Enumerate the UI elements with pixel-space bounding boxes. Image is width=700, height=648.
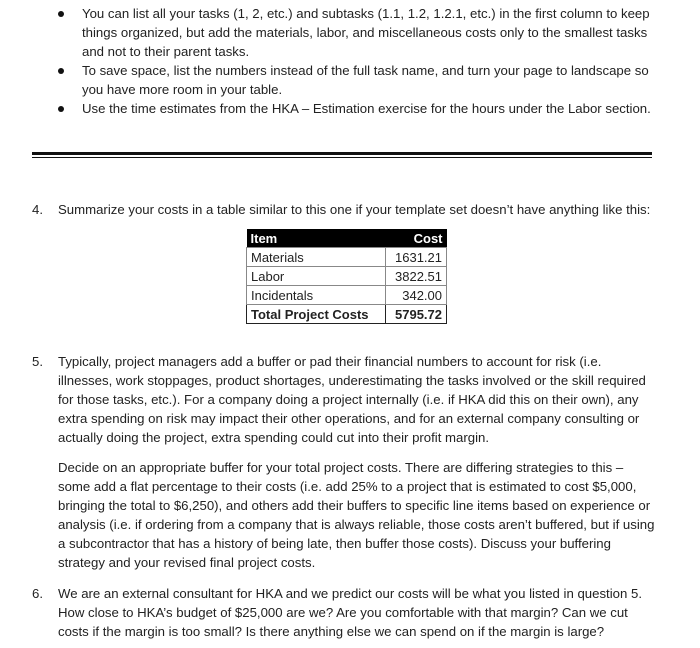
row-cost: 3822.51 [386, 267, 447, 286]
table-total-row [247, 305, 447, 324]
table-header-row [247, 229, 447, 248]
question-4 [32, 200, 657, 219]
table-row [247, 248, 447, 267]
row-cost: 1631.21 [386, 248, 447, 267]
total-label: Total Project Costs [247, 305, 386, 324]
header-item: Item [247, 229, 386, 248]
question-text: Summarize your costs in a table similar to this one if your template set doesn’t have anything like this: [58, 202, 651, 217]
bullet-item [58, 61, 658, 99]
table-row [247, 267, 447, 286]
row-cost: 342.00 [386, 286, 447, 305]
instruction-bullets [58, 4, 658, 118]
question-6 [32, 584, 657, 641]
section-divider-thick [32, 152, 652, 155]
question-number: 5. [32, 354, 43, 369]
row-item: Labor [247, 267, 386, 286]
table-row [247, 286, 447, 305]
question-5 [32, 352, 657, 572]
bullet-item [58, 99, 658, 118]
question-text-2: Decide on an appropriate buffer for your total project costs. There are differing strategies to this – some add a flat percentage to their costs (i.e. add 25% to a project that is estimated to cost $5,000, bringing the total to $6,250), and others add their buffers to specific line items based on experience or analysis (i.e. if ordering from a company that is always reliable, those costs aren’t buffered, but if using a subcontractor that has a history of being late, then buffer those costs). Discuss your buffering strategy and your revised final project costs. [58, 460, 655, 570]
bullet-dot [58, 68, 64, 74]
bullet-text: Use the time estimates from the HKA – Estimation exercise for the hours under the Labor section. [82, 101, 651, 116]
total-value: 5795.72 [386, 305, 447, 324]
row-item: Materials [247, 248, 386, 267]
cost-summary-table [246, 229, 447, 324]
bullet-text: To save space, list the numbers instead of the full task name, and turn your page to landscape so you have more room in your table. [82, 63, 649, 97]
bullet-dot [58, 11, 64, 17]
bullet-text: You can list all your tasks (1, 2, etc.) and subtasks (1.1, 1.2, 1.2.1, etc.) in the first column to keep things organized, but add the materials, labor, and miscellaneous costs only to the smallest tasks and not to their parent tasks. [82, 6, 650, 59]
section-divider-thin [32, 157, 652, 158]
row-item: Incidentals [247, 286, 386, 305]
question-number: 6. [32, 586, 43, 601]
bullet-dot [58, 106, 64, 112]
question-number: 4. [32, 202, 43, 217]
question-text: We are an external consultant for HKA and we predict our costs will be what you listed in question 5. How close to HKA’s budget of $25,000 are we? Are you comfortable with that margin? Can we cut costs if the margin is too small? Is there anything else we can spend on if the margin is large? [58, 586, 642, 639]
header-cost: Cost [386, 229, 447, 248]
bullet-item [58, 4, 658, 61]
question-text: Typically, project managers add a buffer or pad their financial numbers to account for risk (i.e. illnesses, work stoppages, product shortages, underestimating the tasks involved or the skill required for those tasks, etc.). For a company doing a project internally (i.e. if HKA did this on their own), any extra spending on risk may impact their other operations, and for an external company consulting or actually doing the project, extra spending could cut into their profit margin. [58, 354, 646, 445]
